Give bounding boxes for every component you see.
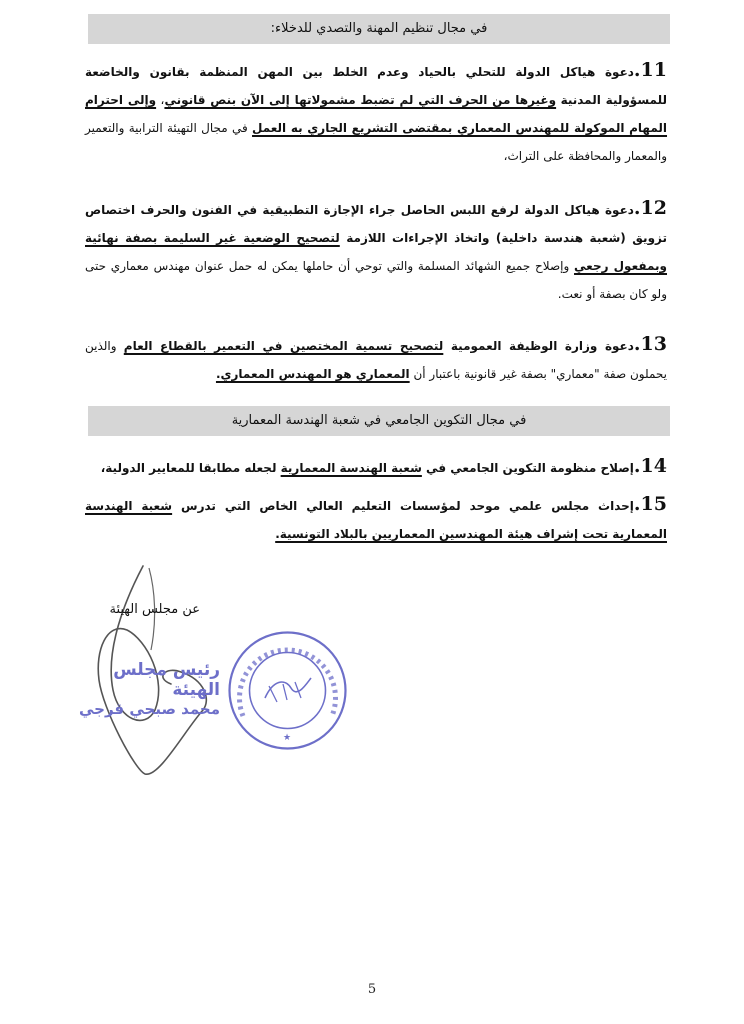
item-text: دعوة هياكل الدولة لرفع اللبس الحاصل جراء الإجازة التطبيقية في الفنون والحرف اختصاص تزويق (شعبة هندسة داخلية) واتخاذ الإجراءات اللازمة <box>85 203 667 245</box>
item-text-underlined: المعماري هو المهندس المعماري. <box>215 367 410 381</box>
section-title: في مجال تنظيم المهنة والتصدي للدخلاء: <box>270 21 488 36</box>
item-text: إصلاح منظومة التكوين الجامعي في <box>421 461 634 475</box>
recommendation-item-14 <box>85 452 667 482</box>
recommendation-item-11 <box>85 56 667 170</box>
president-name: محمد صبحي قرجي <box>78 700 220 718</box>
section-header-university-training <box>88 406 670 436</box>
item-text: دعوة هياكل الدولة للتحلي بالحياد وعدم الخلط بين المهن المنظمة بقانون والخاضعة للمسؤولية المدنية <box>85 65 667 107</box>
section-header-profession-regulation <box>88 14 670 44</box>
item-number: 12. <box>633 197 667 219</box>
president-title: رئيس مجلس الهيئة <box>113 660 220 700</box>
item-text: في مجال التهيئة الترابية والتعمير والمعمار والمحافظة على التراث، <box>85 121 667 163</box>
item-text: إحداث مجلس علمي موحد لمؤسسات التعليم العالي الخاص التي تدرس <box>172 499 634 513</box>
item-text: دعوة وزارة الوظيفة العمومية <box>443 339 634 353</box>
on-behalf-label: عن مجلس الهيئة <box>109 602 200 617</box>
svg-text:★: ★ <box>282 733 292 743</box>
item-text: وإصلاح جميع الشهائد المسلمة والتي توحي أن حاملها يمكن له حمل عنوان مهندس معماري حتى ولو كان بصفة أو نعت. <box>85 259 667 301</box>
item-number: 13. <box>633 333 667 355</box>
item-number: 11. <box>633 59 667 81</box>
page-number: 5 <box>367 982 377 997</box>
recommendation-item-12 <box>85 194 667 308</box>
item-text-underlined: وغيرها من الحرف التي لم تضبط مشمولاتها إلى الآن بنص قانوني <box>164 93 557 107</box>
recommendation-item-15 <box>85 490 667 548</box>
item-text: والذين يحملون صفة "معماري" بصفة غير قانونية باعتبار أن <box>85 339 667 381</box>
item-text-underlined: شعبة الهندسة المعمارية <box>280 461 422 475</box>
recommendation-item-13 <box>85 330 667 388</box>
item-text-underlined: شعبة الهندسة المعمارية تحت إشراف هيئة المهندسين المعماريين بالبلاد التونسية. <box>85 499 667 541</box>
section-title: في مجال التكوين الجامعي في شعبة الهندسة المعمارية <box>231 413 527 428</box>
item-text-underlined: وإلى احترام المهام الموكولة للمهندس المعماري بمقتضى التشريع الجاري به العمل <box>85 93 668 135</box>
item-number: 14. <box>633 455 667 477</box>
official-stamp-seal <box>225 628 350 753</box>
item-text: ، <box>156 93 165 107</box>
item-number: 15. <box>633 493 667 515</box>
item-text: لجعله مطابقا للمعايير الدولية، <box>100 461 281 475</box>
item-text-underlined: لتصحيح تسمية المختصين في التعمير بالقطاع العام <box>123 339 444 353</box>
item-text-underlined: لتصحيح الوضعية غير السليمة بصفة نهائية وبمفعول رجعي <box>85 231 667 273</box>
